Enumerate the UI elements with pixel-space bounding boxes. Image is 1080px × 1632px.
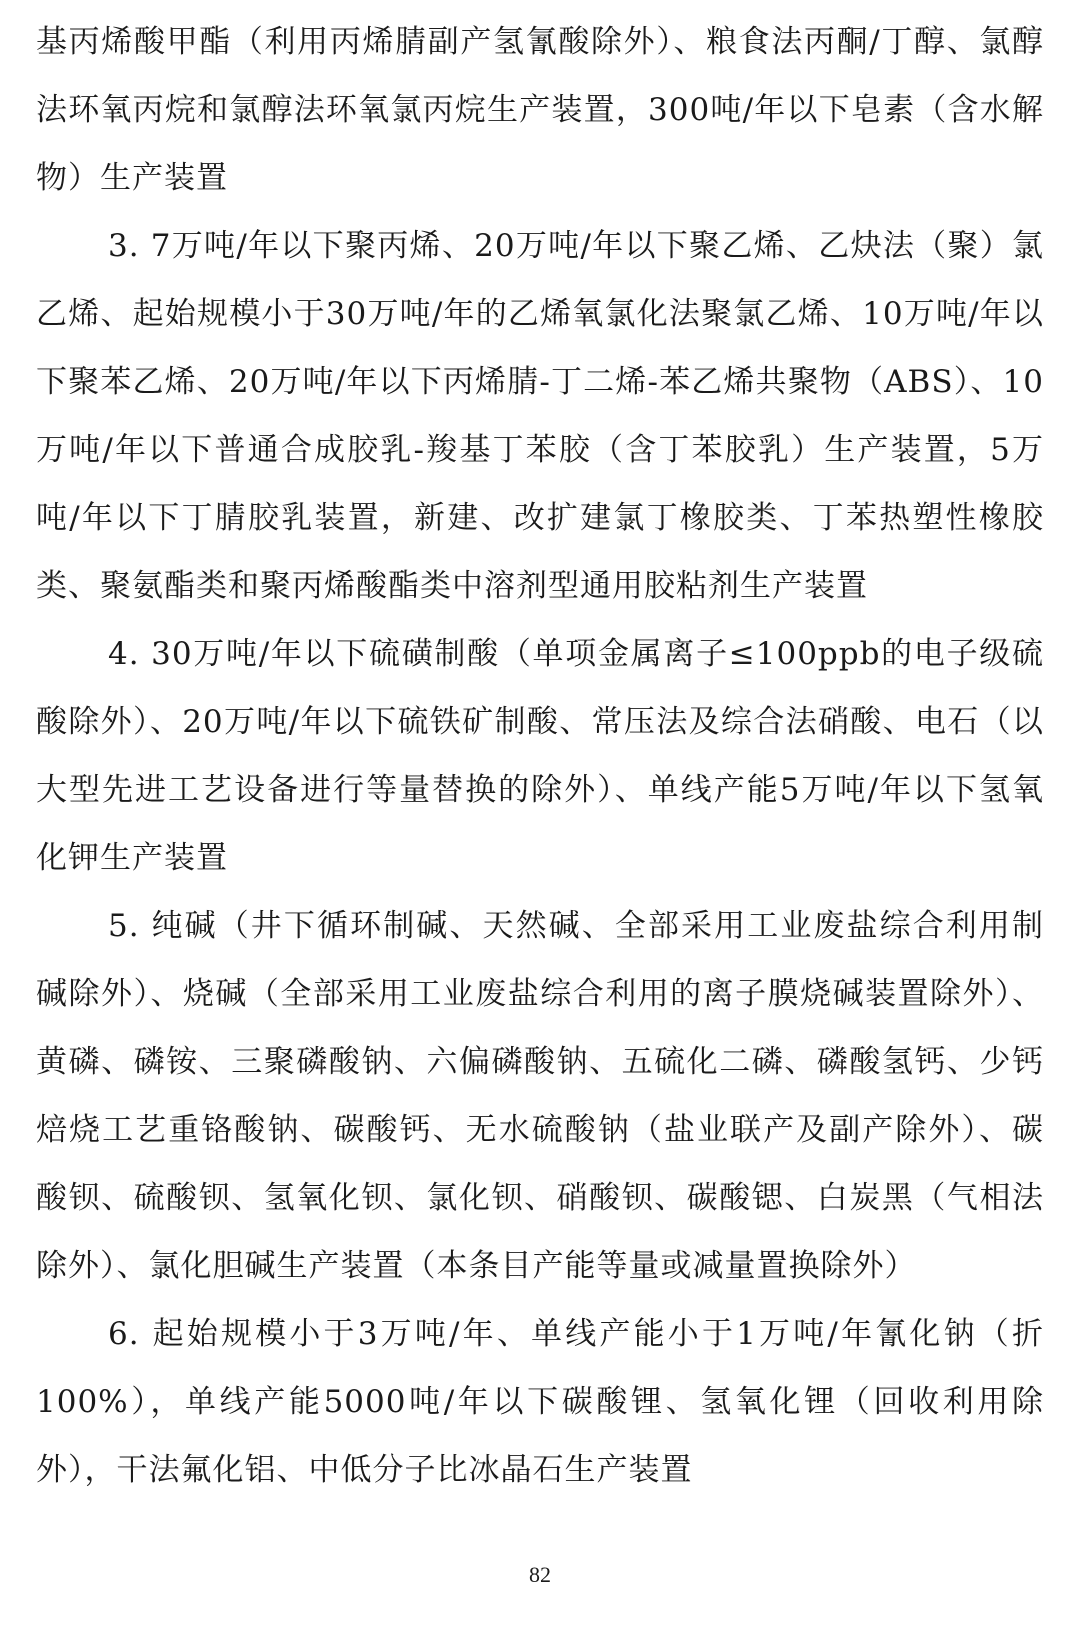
paragraph-continuation: 基丙烯酸甲酯（利用丙烯腈副产氢氰酸除外）、粮食法丙酮/丁醇、氯醇法环氧丙烷和氯醇法环氧氯丙烷生产装置，300吨/年以下皂素（含水解物）生产装置	[36, 24, 1044, 196]
paragraph-item-6: 6. 起始规模小于3万吨/年、单线产能小于1万吨/年氰化钠（折100%），单线产能5000吨/年以下碳酸锂、氢氧化锂（回收利用除外），干法氟化铝、中低分子比冰晶石生产装置	[36, 1316, 1044, 1488]
paragraph-item-3: 3. 7万吨/年以下聚丙烯、20万吨/年以下聚乙烯、乙炔法（聚）氯乙烯、起始规模小于30万吨/年的乙烯氧氯化法聚氯乙烯、10万吨/年以下聚苯乙烯、20万吨/年以下丙烯腈-丁二烯-苯乙烯共聚物（ABS）、10万吨/年以下普通合成胶乳-羧基丁苯胶（含丁苯胶乳）生产装置，5万吨/年以下丁腈胶乳装置，新建、改扩建氯丁橡胶类、丁苯热塑性橡胶类、聚氨酯类和聚丙烯酸酯类中溶剂型通用胶粘剂生产装置	[36, 228, 1044, 604]
paragraph-item-4: 4. 30万吨/年以下硫磺制酸（单项金属离子≤100ppb的电子级硫酸除外）、20万吨/年以下硫铁矿制酸、常压法及综合法硝酸、电石（以大型先进工艺设备进行等量替换的除外）、单线产能5万吨/年以下氢氧化钾生产装置	[36, 636, 1044, 876]
document-body	[36, 8, 1044, 1504]
page-number: 82	[529, 1562, 551, 1587]
paragraph-item-5: 5. 纯碱（井下循环制碱、天然碱、全部采用工业废盐综合利用制碱除外）、烧碱（全部采用工业废盐综合利用的离子膜烧碱装置除外）、黄磷、磷铵、三聚磷酸钠、六偏磷酸钠、五硫化二磷、磷酸氢钙、少钙焙烧工艺重铬酸钠、碳酸钙、无水硫酸钠（盐业联产及副产除外）、碳酸钡、硫酸钡、氢氧化钡、氯化钡、硝酸钡、碳酸锶、白炭黑（气相法除外）、氯化胆碱生产装置（本条目产能等量或减量置换除外）	[36, 908, 1044, 1284]
